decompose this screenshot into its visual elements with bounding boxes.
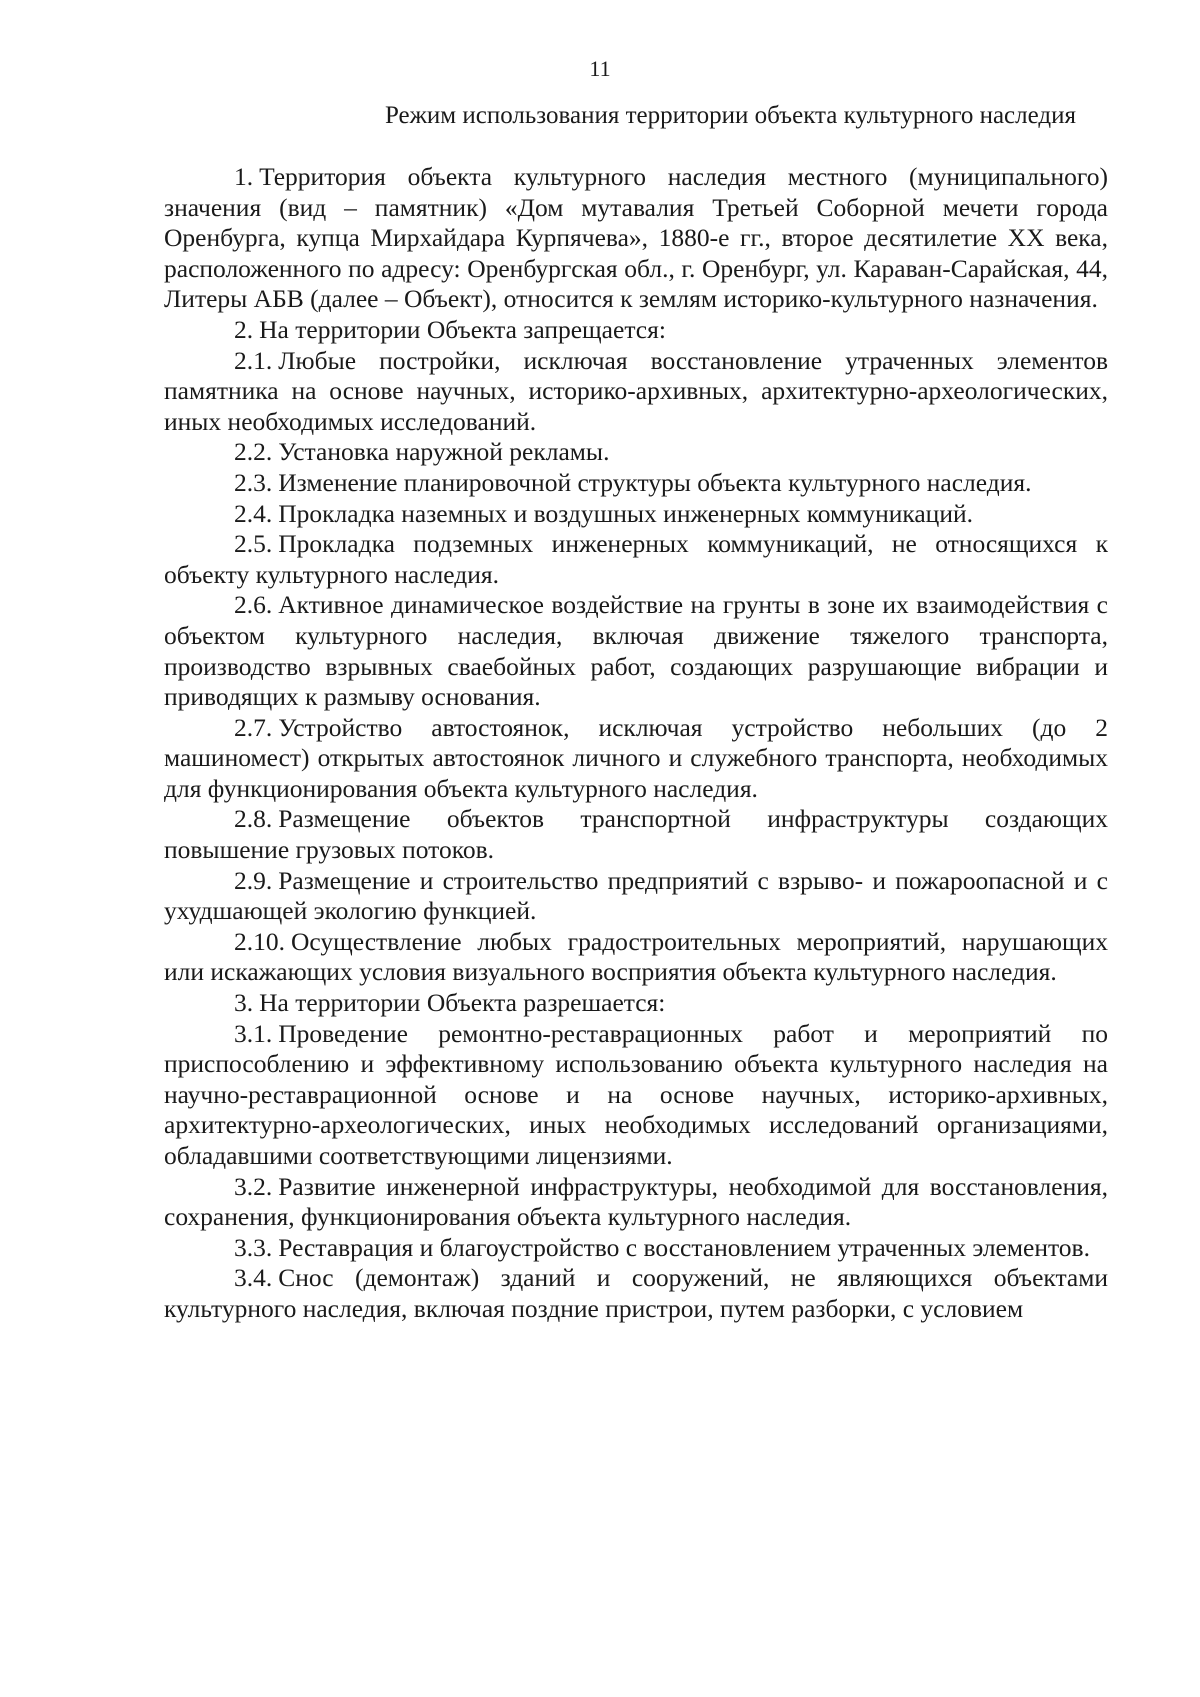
paragraph: [164, 1263, 1108, 1324]
paragraph-text: Снос (демонтаж) зданий и сооружений, не являющихся объектами культурного наследия, включая поздние пристрои, путем разборки, с условием: [164, 1263, 1108, 1323]
paragraph: [164, 1233, 1108, 1264]
document-body: [164, 162, 1108, 1325]
paragraph-number: 2.1.: [234, 345, 273, 375]
paragraph: [164, 927, 1108, 988]
paragraph-number: 3.2.: [234, 1171, 273, 1201]
paragraph: [164, 590, 1108, 712]
paragraph-number: 3.3.: [234, 1232, 273, 1262]
paragraph-number: 2.8.: [234, 804, 273, 834]
paragraph-number: 2.4.: [234, 498, 273, 528]
paragraph: [164, 499, 1108, 530]
paragraph-text: Реставрация и благоустройство с восстановлением утраченных элементов.: [278, 1232, 1090, 1262]
paragraph-number: 1.: [234, 162, 254, 191]
paragraph-text: Размещение объектов транспортной инфраструктуры создающих повышение грузовых потоков.: [164, 804, 1108, 865]
paragraph: [164, 713, 1108, 805]
paragraph-text: Любые постройки, исключая восстановление утраченных элементов памятника на основе научных, историко-архивных, архитектурно-археологических, иных необходимых исследований.: [164, 345, 1108, 436]
paragraph-text: На территории Объекта запрещается:: [259, 314, 666, 344]
paragraph-text: Изменение планировочной структуры объекта культурного наследия.: [278, 467, 1032, 497]
paragraph: [164, 162, 1108, 315]
paragraph: [164, 988, 1108, 1019]
paragraph-text: Проведение ремонтно-реставрационных работ и мероприятий по приспособлению и эффективному использованию объекта культурного наследия на научно-реставрационной основе и на основе научных, историко-архивных, архитектурно-археологических, иных необходимых исследований организациями, обладавшими соответствующими лицензиями.: [164, 1018, 1108, 1170]
paragraph-number: 2.5.: [234, 529, 273, 559]
paragraph: [164, 529, 1108, 590]
paragraph: [164, 866, 1108, 927]
paragraph: [164, 804, 1108, 865]
document-title: Режим использования территории объекта культурного наследия: [384, 102, 1076, 129]
paragraph: [164, 346, 1108, 438]
paragraph-text: Территория объекта культурного наследия местного (муниципального) значения (вид – памятник) «Дом мутавалия Третьей Соборной мечети города Оренбурга, купца Мирхайдара Курпячева», 1880-е гг., второе десятилетие XX века, расположенного по адресу: Оренбургская обл., г. Оренбург, ул. Караван-Сарайская, 44, Литеры АБВ (далее – Объект), относится к землям историко-культурного назначения.: [164, 162, 1108, 314]
paragraph-text: Размещение и строительство предприятий с взрыво- и пожароопасной и с ухудшающей экологию функцией.: [164, 865, 1108, 926]
paragraph-number: 2.9.: [234, 865, 273, 895]
paragraph-number: 2.3.: [234, 467, 273, 497]
paragraph: [164, 437, 1108, 468]
paragraph: [164, 468, 1108, 499]
page-number: 11: [589, 56, 611, 81]
paragraph-text: Устройство автостоянок, исключая устройство небольших (до 2 машиномест) открытых автостоянок личного и служебного транспорта, необходимых для функционирования объекта культурного наследия.: [164, 712, 1108, 803]
paragraph-text: Развитие инженерной инфраструктуры, необходимой для восстановления, сохранения, функционирования объекта культурного наследия.: [164, 1171, 1108, 1232]
paragraph: [164, 315, 1108, 346]
paragraph-text: Осуществление любых градостроительных мероприятий, нарушающих или искажающих условия визуального восприятия объекта культурного наследия.: [164, 926, 1108, 987]
paragraph-number: 2.7.: [234, 712, 273, 742]
paragraph-text: На территории Объекта разрешается:: [259, 988, 666, 1018]
paragraph-number: 3.: [234, 988, 254, 1018]
paragraph-number: 2.10.: [234, 926, 285, 956]
paragraph-text: Установка наружной рекламы.: [278, 437, 610, 467]
paragraph: [164, 1172, 1108, 1233]
paragraph-number: 3.4.: [234, 1263, 273, 1293]
paragraph-number: 3.1.: [234, 1018, 273, 1048]
paragraph: [164, 1019, 1108, 1172]
paragraph-text: Прокладка подземных инженерных коммуникаций, не относящихся к объекту культурного наследия.: [164, 529, 1108, 589]
paragraph-number: 2.6.: [234, 590, 273, 620]
paragraph-text: Прокладка наземных и воздушных инженерных коммуникаций.: [278, 498, 974, 528]
paragraph-number: 2.2.: [234, 437, 273, 467]
paragraph-number: 2.: [234, 314, 254, 344]
paragraph-text: Активное динамическое воздействие на грунты в зоне их взаимодействия с объектом культурного наследия, включая движение тяжелого транспорта, производство взрывных сваебойных работ, создающих разрушающие вибрации и приводящих к размыву основания.: [164, 590, 1108, 712]
